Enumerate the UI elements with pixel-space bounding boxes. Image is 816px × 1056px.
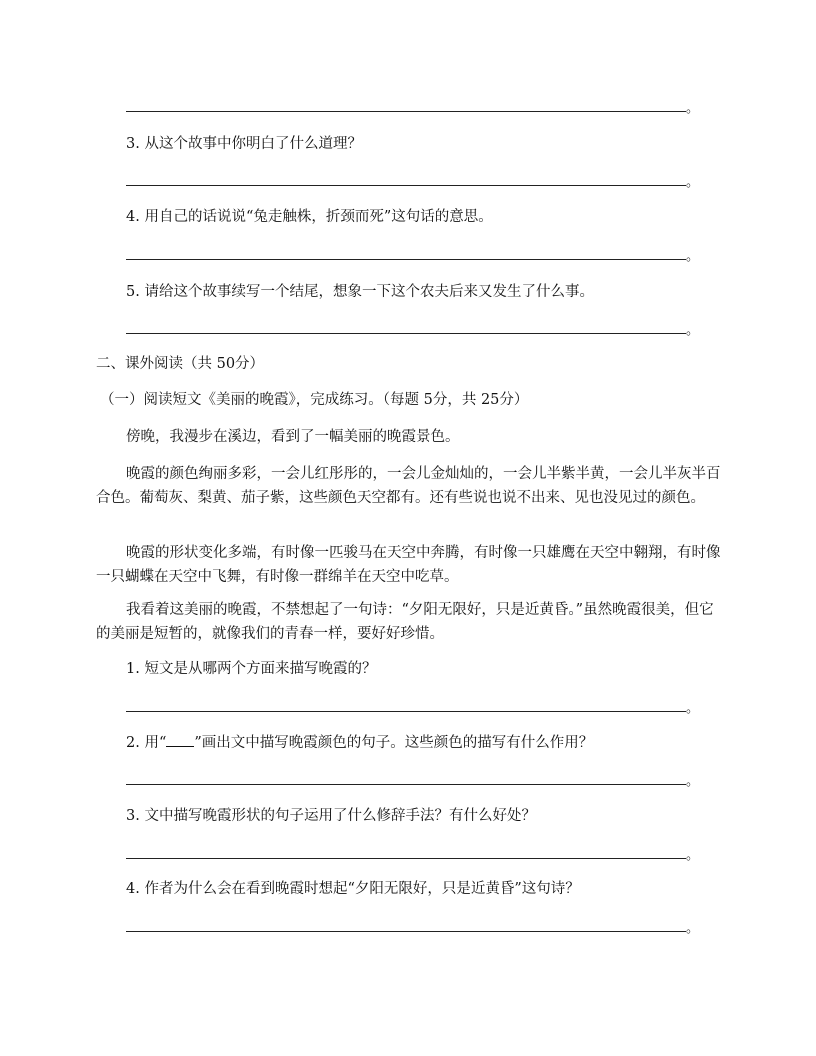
answer-period: 。: [686, 921, 700, 936]
answer-underline: [126, 784, 686, 785]
section-title: 二、课外阅读（共 50分）: [96, 356, 265, 372]
answer-line[interactable]: [126, 769, 700, 789]
answer-underline: [126, 858, 686, 859]
question-4: 4. 用自己的话说说“兔走触株，折颈而死”这句话的意思。: [126, 209, 493, 225]
passage-question-3: 3. 文中描写晚霞形状的句子运用了什么修辞手法？有什么好处？: [126, 808, 536, 824]
underline-mark: [166, 734, 194, 747]
answer-underline: [126, 333, 686, 334]
answer-line[interactable]: [126, 843, 700, 863]
answer-period: 。: [686, 249, 700, 264]
answer-line[interactable]: [126, 244, 700, 264]
passage-paragraph-2: 晚霞的颜色绚丽多彩，一会儿红彤彤的，一会儿金灿灿的，一会儿半紫半黄，一会儿半灰半百合色。葡萄灰、梨黄、茄子紫，这些颜色天空都有。还有些说也说不出来、见也没见过的颜色。: [96, 466, 721, 506]
section-subtitle: （一）阅读短文《美丽的晚霞》，完成练习。（每题 5分，共 25分）: [100, 392, 529, 408]
answer-period: 。: [686, 848, 700, 863]
question-2-start: 2. 用“: [126, 735, 167, 751]
answer-underline: [126, 259, 686, 260]
answer-period: 。: [686, 101, 700, 116]
answer-line[interactable]: [126, 916, 700, 936]
passage-paragraph-1: 傍晚，我漫步在溪边，看到了一幅美丽的晚霞景色。: [126, 429, 460, 445]
passage-paragraph-4: 我看着这美丽的晚霞，不禁想起了一句诗：“夕阳无限好，只是近黄昏。”虽然晚霞很美，但它的美丽是短暂的，就像我们的青春一样，要好好珍惜。: [96, 602, 714, 642]
answer-underline: [126, 111, 686, 112]
answer-period: 。: [686, 774, 700, 789]
passage-question-4: 4. 作者为什么会在看到晚霞时想起“夕阳无限好，只是近黄昏”这句诗？: [126, 881, 580, 897]
answer-line[interactable]: [126, 170, 700, 190]
question-3: 3. 从这个故事中你明白了什么道理？: [126, 136, 362, 152]
answer-period: 。: [686, 701, 700, 716]
question-2-end: ”画出文中描写晚霞颜色的句子。这些颜色的描写有什么作用？: [194, 735, 594, 751]
passage-paragraph-3: 晚霞的形状变化多端，有时像一匹骏马在天空中奔腾，有时像一只雄鹰在天空中翱翔，有时像一只蝴蝶在天空中飞舞，有时像一群绵羊在天空中吃草。: [96, 545, 721, 585]
answer-period: 。: [686, 175, 700, 190]
answer-underline: [126, 185, 686, 186]
answer-underline: [126, 931, 686, 932]
passage-question-1: 1. 短文是从哪两个方面来描写晚霞的？: [126, 661, 377, 677]
answer-line[interactable]: [126, 318, 700, 338]
answer-line[interactable]: [126, 96, 700, 116]
answer-line[interactable]: [126, 696, 700, 716]
question-5: 5. 请给这个故事续写一个结尾，想象一下这个农夫后来又发生了什么事。: [126, 284, 594, 300]
answer-underline: [126, 711, 686, 712]
answer-period: 。: [686, 323, 700, 338]
passage-question-2: [126, 733, 593, 753]
